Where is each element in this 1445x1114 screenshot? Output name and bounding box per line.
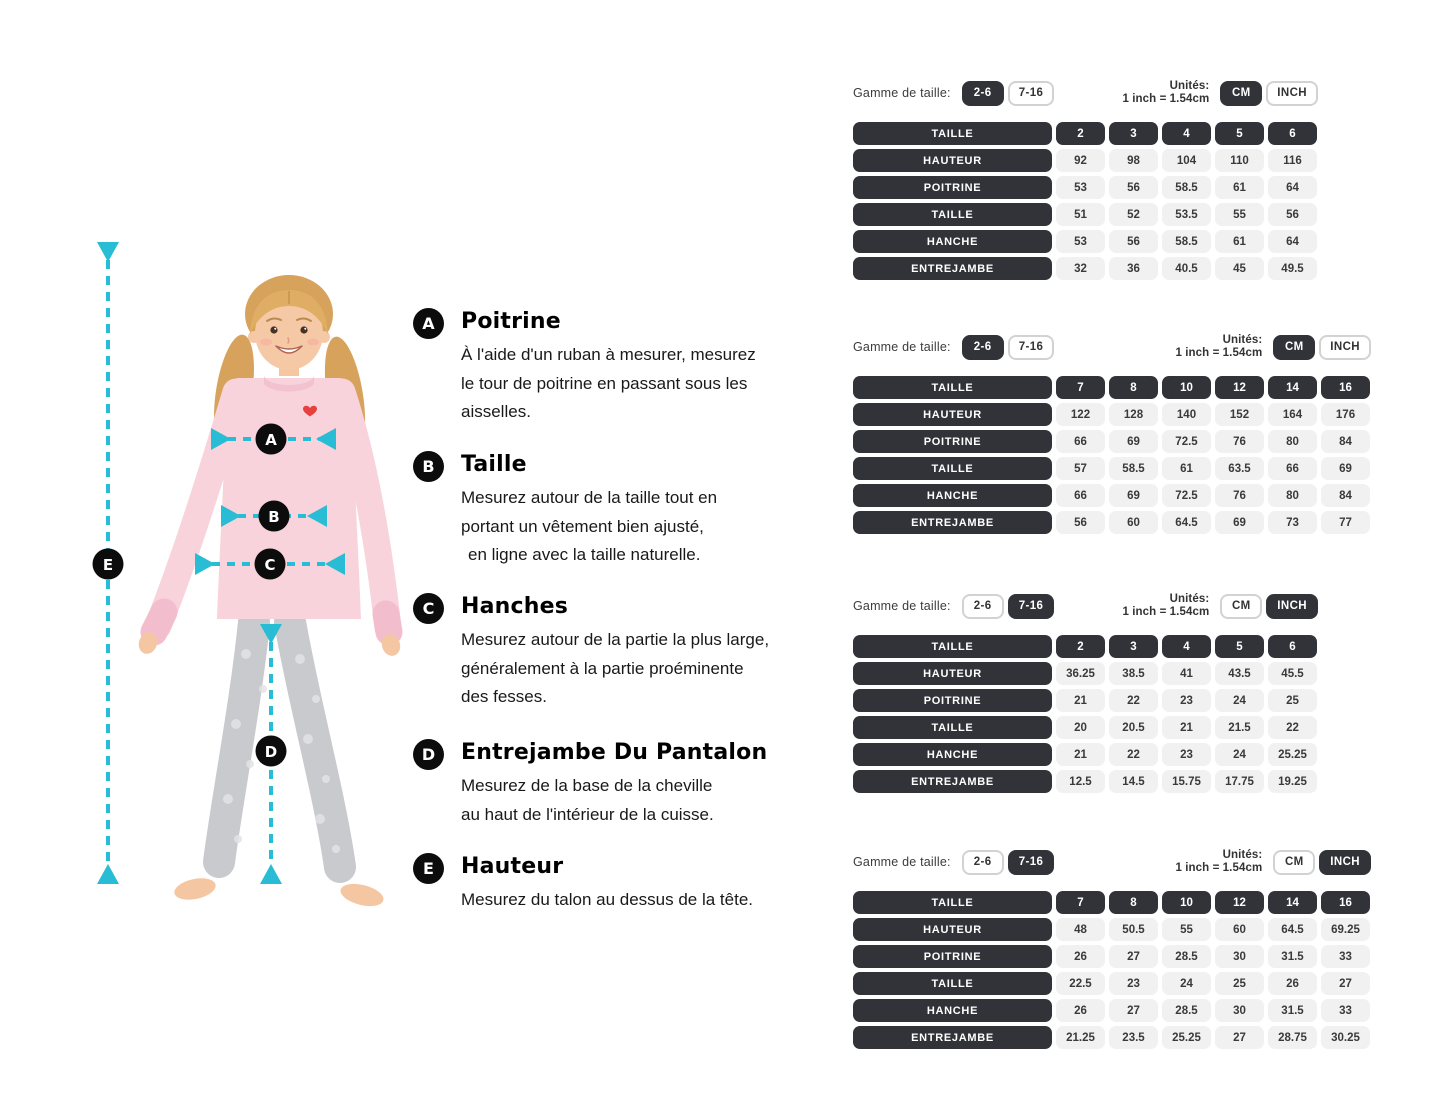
value-cell: 140 [1162,403,1211,426]
table-row [853,203,1318,226]
value-cell: 128 [1109,403,1158,426]
marker-a-letter: A [422,314,435,333]
marker-b-letter: B [422,457,435,476]
measurement-line-e [93,242,124,884]
units-text [1122,593,1209,620]
range-option-716[interactable]: 7-16 [1008,335,1055,360]
size-tables [853,80,1373,1080]
row-label: HANCHE [853,999,1052,1022]
girl-measurement-figure [78,234,430,940]
value-cell: 49.5 [1268,257,1317,280]
value-cell: 23 [1162,689,1211,712]
value-cell: 21.25 [1056,1026,1105,1049]
size-header-cell: 7 [1056,891,1105,914]
value-cell: 57 [1056,457,1105,480]
units-label: Unités: [1169,592,1210,605]
value-cell: 64 [1268,230,1317,253]
value-cell: 66 [1056,484,1105,507]
units-note: 1 inch = 1.54cm [1175,347,1263,359]
value-cell: 22 [1109,689,1158,712]
table-row [853,430,1371,453]
value-cell: 69 [1215,511,1264,534]
size-header-cell: 12 [1215,891,1264,914]
value-cell: 20 [1056,716,1105,739]
value-cell: 25.25 [1268,743,1317,766]
units-note: 1 inch = 1.54cm [1175,862,1263,874]
table-row [853,511,1371,534]
guide-title-entrejambe: Entrejambe Du Pantalon [461,740,768,765]
value-cell: 53 [1056,230,1105,253]
figure-marker-c: C [264,556,276,574]
table-row [853,176,1318,199]
value-cell: 24 [1215,689,1264,712]
value-cell: 61 [1162,457,1211,480]
size-grid [853,122,1318,280]
units-label: Unités: [1222,333,1263,346]
row-label: ENTREJAMBE [853,1026,1052,1049]
size-header-cell: 8 [1109,891,1158,914]
size-header-cell: 5 [1215,635,1264,658]
row-label: HAUTEUR [853,918,1052,941]
size-header-cell: 14 [1268,891,1317,914]
units-note: 1 inch = 1.54cm [1122,93,1210,105]
value-cell: 21 [1162,716,1211,739]
unit-option-inch[interactable]: INCH [1266,81,1318,106]
marker-c-letter: C [422,599,435,618]
value-cell: 72.5 [1162,484,1211,507]
unit-option-cm[interactable]: CM [1273,850,1315,875]
value-cell: 52 [1109,203,1158,226]
value-cell: 69 [1109,430,1158,453]
table-row [853,484,1371,507]
guide-section-hanches [413,591,769,712]
value-cell: 27 [1109,999,1158,1022]
value-cell: 28.5 [1162,999,1211,1022]
value-cell: 45 [1215,257,1264,280]
value-cell: 60 [1109,511,1158,534]
value-cell: 40.5 [1162,257,1211,280]
value-cell: 30 [1215,999,1264,1022]
table-row [853,1026,1371,1049]
row-label: POITRINE [853,945,1052,968]
size-header-cell: 14 [1268,376,1317,399]
units-label: Unités: [1169,79,1210,92]
unit-option-inch[interactable]: INCH [1319,335,1371,360]
size-header-cell: 7 [1056,376,1105,399]
units-group [1122,80,1318,107]
value-cell: 30.25 [1321,1026,1370,1049]
marker-e-badge [413,853,444,884]
value-cell: 61 [1215,176,1264,199]
value-cell: 21 [1056,743,1105,766]
row-label: TAILLE [853,122,1052,145]
units-note: 1 inch = 1.54cm [1122,606,1210,618]
value-cell: 38.5 [1109,662,1158,685]
figure-marker-a: A [265,431,277,449]
value-cell: 22.5 [1056,972,1105,995]
value-cell: 104 [1162,149,1211,172]
table-controls [853,849,1371,875]
value-cell: 43.5 [1215,662,1264,685]
guide-section-hauteur [413,851,753,915]
table-row [853,230,1318,253]
marker-a-badge [413,308,444,339]
size-header-cell: 12 [1215,376,1264,399]
table-row [853,945,1371,968]
guide-text-line: au haut de l'intérieur de la cuisse. [461,804,714,824]
size-header-cell: 10 [1162,376,1211,399]
value-cell: 23.5 [1109,1026,1158,1049]
row-label: ENTREJAMBE [853,511,1052,534]
table-row [853,689,1318,712]
value-cell: 31.5 [1268,945,1317,968]
size-header-cell: 4 [1162,122,1211,145]
row-label: HAUTEUR [853,403,1052,426]
value-cell: 110 [1215,149,1264,172]
table-row [853,457,1371,480]
table-row [853,403,1371,426]
value-cell: 23 [1162,743,1211,766]
guide-text-line: Mesurez de la base de la cheville [461,776,713,795]
value-cell: 122 [1056,403,1105,426]
value-cell: 164 [1268,403,1317,426]
row-label: HANCHE [853,230,1052,253]
range-option-716[interactable]: 7-16 [1008,850,1055,875]
range-label: Gamme de taille: [853,86,951,100]
row-label: ENTREJAMBE [853,770,1052,793]
guide-text-line: aisselles. [461,402,531,421]
value-cell: 22 [1268,716,1317,739]
value-cell: 26 [1056,999,1105,1022]
value-cell: 36.25 [1056,662,1105,685]
value-cell: 76 [1215,484,1264,507]
value-cell: 116 [1268,149,1317,172]
marker-c-badge [413,593,444,624]
row-label: HANCHE [853,743,1052,766]
marker-e-letter: E [423,859,434,878]
value-cell: 64 [1268,176,1317,199]
units-group [1122,593,1318,620]
size-header-cell: 3 [1109,122,1158,145]
units-label: Unités: [1222,848,1263,861]
guide-text-line: Mesurez autour de la partie la plus large, [461,630,770,649]
range-option-26[interactable]: 2-6 [962,594,1004,619]
marker-d-badge [413,739,444,770]
guide-text-line: généralement à la partie proéminente [461,658,744,678]
row-label: HAUTEUR [853,149,1052,172]
value-cell: 58.5 [1162,230,1211,253]
measurement-guide [413,0,833,1114]
value-cell: 24 [1215,743,1264,766]
value-cell: 84 [1321,430,1370,453]
range-option-716[interactable]: 7-16 [1008,81,1055,106]
value-cell: 27 [1109,945,1158,968]
guide-section-body [461,851,753,915]
girl-illustration [136,275,403,910]
range-label: Gamme de taille: [853,599,951,613]
size-header-cell: 8 [1109,376,1158,399]
value-cell: 60 [1215,918,1264,941]
value-cell: 92 [1056,149,1105,172]
table-controls [853,593,1318,619]
value-cell: 33 [1321,999,1370,1022]
value-cell: 25 [1268,689,1317,712]
size-table-block [853,593,1318,797]
unit-option-cm[interactable]: CM [1220,81,1262,106]
units-text [1122,80,1209,107]
guide-section-body [461,306,756,427]
value-cell: 25 [1215,972,1264,995]
range-toggle-group [853,594,1054,619]
marker-b-badge [413,451,444,482]
value-cell: 58.5 [1109,457,1158,480]
value-cell: 66 [1268,457,1317,480]
value-cell: 80 [1268,484,1317,507]
range-option-26[interactable]: 2-6 [962,850,1004,875]
value-cell: 26 [1268,972,1317,995]
guide-text-line: Mesurez autour de la taille tout en [461,488,718,507]
figure-marker-d: D [264,743,278,761]
value-cell: 58.5 [1162,176,1211,199]
value-cell: 84 [1321,484,1370,507]
value-cell: 26 [1056,945,1105,968]
table-row [853,999,1371,1022]
value-cell: 32 [1056,257,1105,280]
row-label: POITRINE [853,689,1052,712]
guide-text-line: le tour de poitrine en passant sous les [461,373,748,393]
unit-option-inch[interactable]: INCH [1266,594,1318,619]
guide-section-body [461,449,717,570]
value-cell: 69.25 [1321,918,1370,941]
row-label: POITRINE [853,176,1052,199]
value-cell: 80 [1268,430,1317,453]
value-cell: 69 [1109,484,1158,507]
range-option-26[interactable]: 2-6 [962,81,1004,106]
size-header-cell: 3 [1109,635,1158,658]
value-cell: 36 [1109,257,1158,280]
units-group [1175,849,1371,876]
value-cell: 14.5 [1109,770,1158,793]
size-header-row [853,122,1318,145]
value-cell: 30 [1215,945,1264,968]
value-cell: 21.5 [1215,716,1264,739]
size-header-cell: 10 [1162,891,1211,914]
range-label: Gamme de taille: [853,340,951,354]
range-option-26[interactable]: 2-6 [962,335,1004,360]
range-option-716[interactable]: 7-16 [1008,594,1055,619]
guide-title-poitrine: Poitrine [461,309,561,334]
value-cell: 41 [1162,662,1211,685]
value-cell: 56 [1056,511,1105,534]
size-header-cell: 2 [1056,122,1105,145]
value-cell: 27 [1215,1026,1264,1049]
row-label: ENTREJAMBE [853,257,1052,280]
value-cell: 77 [1321,511,1370,534]
value-cell: 17.75 [1215,770,1264,793]
figure-marker-b: B [268,508,280,526]
value-cell: 51 [1056,203,1105,226]
table-row [853,918,1371,941]
value-cell: 176 [1321,403,1370,426]
size-header-row [853,891,1371,914]
guide-title-hauteur: Hauteur [461,854,564,879]
guide-text-line: en ligne avec la taille naturelle. [468,545,701,564]
units-text [1175,849,1262,876]
size-header-cell: 2 [1056,635,1105,658]
value-cell: 63.5 [1215,457,1264,480]
unit-option-cm[interactable]: CM [1273,335,1315,360]
row-label: TAILLE [853,376,1052,399]
table-row [853,770,1318,793]
value-cell: 25.25 [1162,1026,1211,1049]
value-cell: 64.5 [1162,511,1211,534]
size-header-cell: 5 [1215,122,1264,145]
value-cell: 45.5 [1268,662,1317,685]
value-cell: 20.5 [1109,716,1158,739]
size-header-row [853,376,1371,399]
table-row [853,716,1318,739]
row-label: TAILLE [853,972,1052,995]
unit-option-inch[interactable]: INCH [1319,850,1371,875]
value-cell: 23 [1109,972,1158,995]
row-label: TAILLE [853,716,1052,739]
value-cell: 73 [1268,511,1317,534]
size-table-block [853,334,1371,538]
value-cell: 98 [1109,149,1158,172]
size-header-row [853,635,1318,658]
value-cell: 56 [1109,176,1158,199]
table-row [853,149,1318,172]
value-cell: 12.5 [1056,770,1105,793]
size-table-block [853,80,1318,284]
value-cell: 28.5 [1162,945,1211,968]
value-cell: 76 [1215,430,1264,453]
guide-section-body [461,737,767,829]
girl-photo [78,234,430,940]
row-label: TAILLE [853,891,1052,914]
guide-text-line: des fesses. [461,687,547,706]
size-header-cell: 4 [1162,635,1211,658]
row-label: TAILLE [853,203,1052,226]
value-cell: 55 [1215,203,1264,226]
size-header-cell: 6 [1268,122,1317,145]
value-cell: 48 [1056,918,1105,941]
value-cell: 24 [1162,972,1211,995]
value-cell: 66 [1056,430,1105,453]
value-cell: 28.75 [1268,1026,1317,1049]
table-controls [853,334,1371,360]
value-cell: 53.5 [1162,203,1211,226]
range-toggle-group [853,335,1054,360]
size-header-cell: 16 [1321,376,1370,399]
range-toggle-group [853,81,1054,106]
value-cell: 31.5 [1268,999,1317,1022]
guide-text-line: Mesurez du talon au dessus de la tête. [461,890,754,909]
value-cell: 33 [1321,945,1370,968]
figure-marker-e: E [102,556,114,574]
marker-d-letter: D [421,745,436,764]
table-row [853,257,1318,280]
guide-section-taille [413,449,717,570]
value-cell: 64.5 [1268,918,1317,941]
value-cell: 53 [1056,176,1105,199]
guide-section-body [461,591,769,712]
size-grid [853,376,1371,534]
value-cell: 72.5 [1162,430,1211,453]
value-cell: 152 [1215,403,1264,426]
range-label: Gamme de taille: [853,855,951,869]
value-cell: 22 [1109,743,1158,766]
row-label: HANCHE [853,484,1052,507]
table-row [853,972,1371,995]
value-cell: 50.5 [1109,918,1158,941]
table-row [853,662,1318,685]
range-toggle-group [853,850,1054,875]
row-label: HAUTEUR [853,662,1052,685]
value-cell: 19.25 [1268,770,1317,793]
size-grid [853,891,1371,1049]
row-label: POITRINE [853,430,1052,453]
size-table-block [853,849,1371,1053]
row-label: TAILLE [853,635,1052,658]
units-text [1175,334,1262,361]
value-cell: 27 [1321,972,1370,995]
row-label: TAILLE [853,457,1052,480]
unit-option-cm[interactable]: CM [1220,594,1262,619]
units-group [1175,334,1371,361]
value-cell: 61 [1215,230,1264,253]
guide-section-entrejambe [413,737,767,829]
value-cell: 56 [1109,230,1158,253]
size-grid [853,635,1318,793]
guide-title-taille: Taille [461,452,527,477]
value-cell: 56 [1268,203,1317,226]
value-cell: 21 [1056,689,1105,712]
guide-text-line: À l'aide d'un ruban à mesurer, mesurez [461,345,756,364]
guide-text-line: portant un vêtement bien ajusté, [461,516,704,536]
table-row [853,743,1318,766]
size-header-cell: 16 [1321,891,1370,914]
size-header-cell: 6 [1268,635,1317,658]
guide-section-poitrine [413,306,756,427]
value-cell: 55 [1162,918,1211,941]
value-cell: 69 [1321,457,1370,480]
guide-title-hanches: Hanches [461,594,569,619]
value-cell: 15.75 [1162,770,1211,793]
table-controls [853,80,1318,106]
